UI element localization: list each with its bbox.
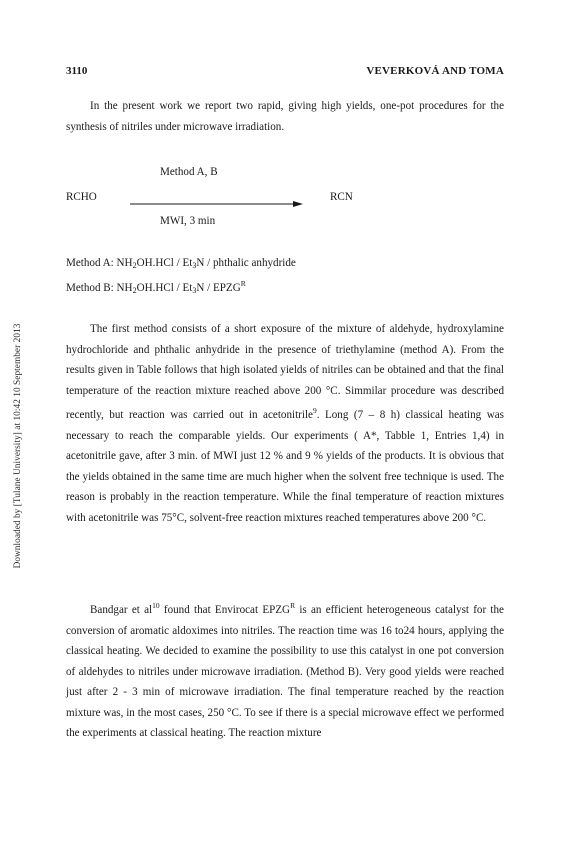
download-note: Downloaded by [Tulane University] at 10:42 10 September 2013 [13, 323, 23, 569]
page-number: 3110 [66, 65, 88, 77]
method-a-line: Method A: $NH_2OH.HCl / Et_3N$ / phthalic anhydride [66, 257, 296, 270]
intro-paragraph [66, 96, 504, 137]
scheme-reactant: RCHO [66, 191, 97, 203]
paragraph-method-a: The first method consists of a short exposure of the mixture of aldehyde, hydroxylamine hydrochloride and phthalic anhydride in the presence of triethylamine (method A). From the results given in Table follows that high isolated yields of nitriles can be obtained and that the final temperature of the reaction mixture reached above 200 °C. Simmilar procedure was described recently, but reaction was carried out in acetonitrile$^9$. Long (7 – 8 h) classical heating was necessary to reach the comparable yields. Our experiments ( A*, Tabble 1, Entries 1,4) in acetonitrile gave, after 3 min. of MWI just 12 % and 9 % yields of the products. It is obvious that the yields obtained in the same time are much higher when the solvent free technique is used. The reason is probably in the reaction temperature. While the final temperature of reaction mixtures with acetonitrile was 75°C, solvent-free reaction mixtures reached temperatures above 200 °C. [66, 323, 504, 524]
scheme-product: RCN [330, 191, 353, 203]
download-watermark [0, 0, 40, 864]
running-head-authors: VEVERKOVÁ AND TOMA [366, 65, 504, 77]
intro-text: In the present work we report two rapid, giving high yields, one-pot procedures for the synthesis of nitriles under microwave irradiation. [66, 100, 504, 133]
reaction-arrow [130, 199, 303, 209]
method-b-line: Method B: $NH_2OH.HCl / Et_3N$ / $EPZG^R$ [66, 279, 246, 295]
scheme-conditions: MWI, 3 min [160, 215, 216, 227]
paragraph-method-b: Bandgar et $al^{10}$ found that Envirocat $EPZG^R$ is an efficient heterogeneous catalyst for the conversion of aromatic aldoximes into nitriles. The reaction time was 16 to24 hours, applying the classical heating. We decided to examine the possibility to use this catalyst in one pot conversion of aldehydes to nitriles under microwave irradiation. (Method B). Very good yields were reached just after 2 - 3 min of microwave irradiation. The final temperature reached by the reaction mixture was, in the most cases, 250 °C. To see if there is a special microwave effect we performed the experiments at classical heating. The reaction mixture [66, 601, 504, 739]
citation-10: 10 [152, 601, 160, 610]
scheme-methods-label: Method A, B [160, 166, 218, 178]
citation-9: 9 [312, 406, 317, 415]
